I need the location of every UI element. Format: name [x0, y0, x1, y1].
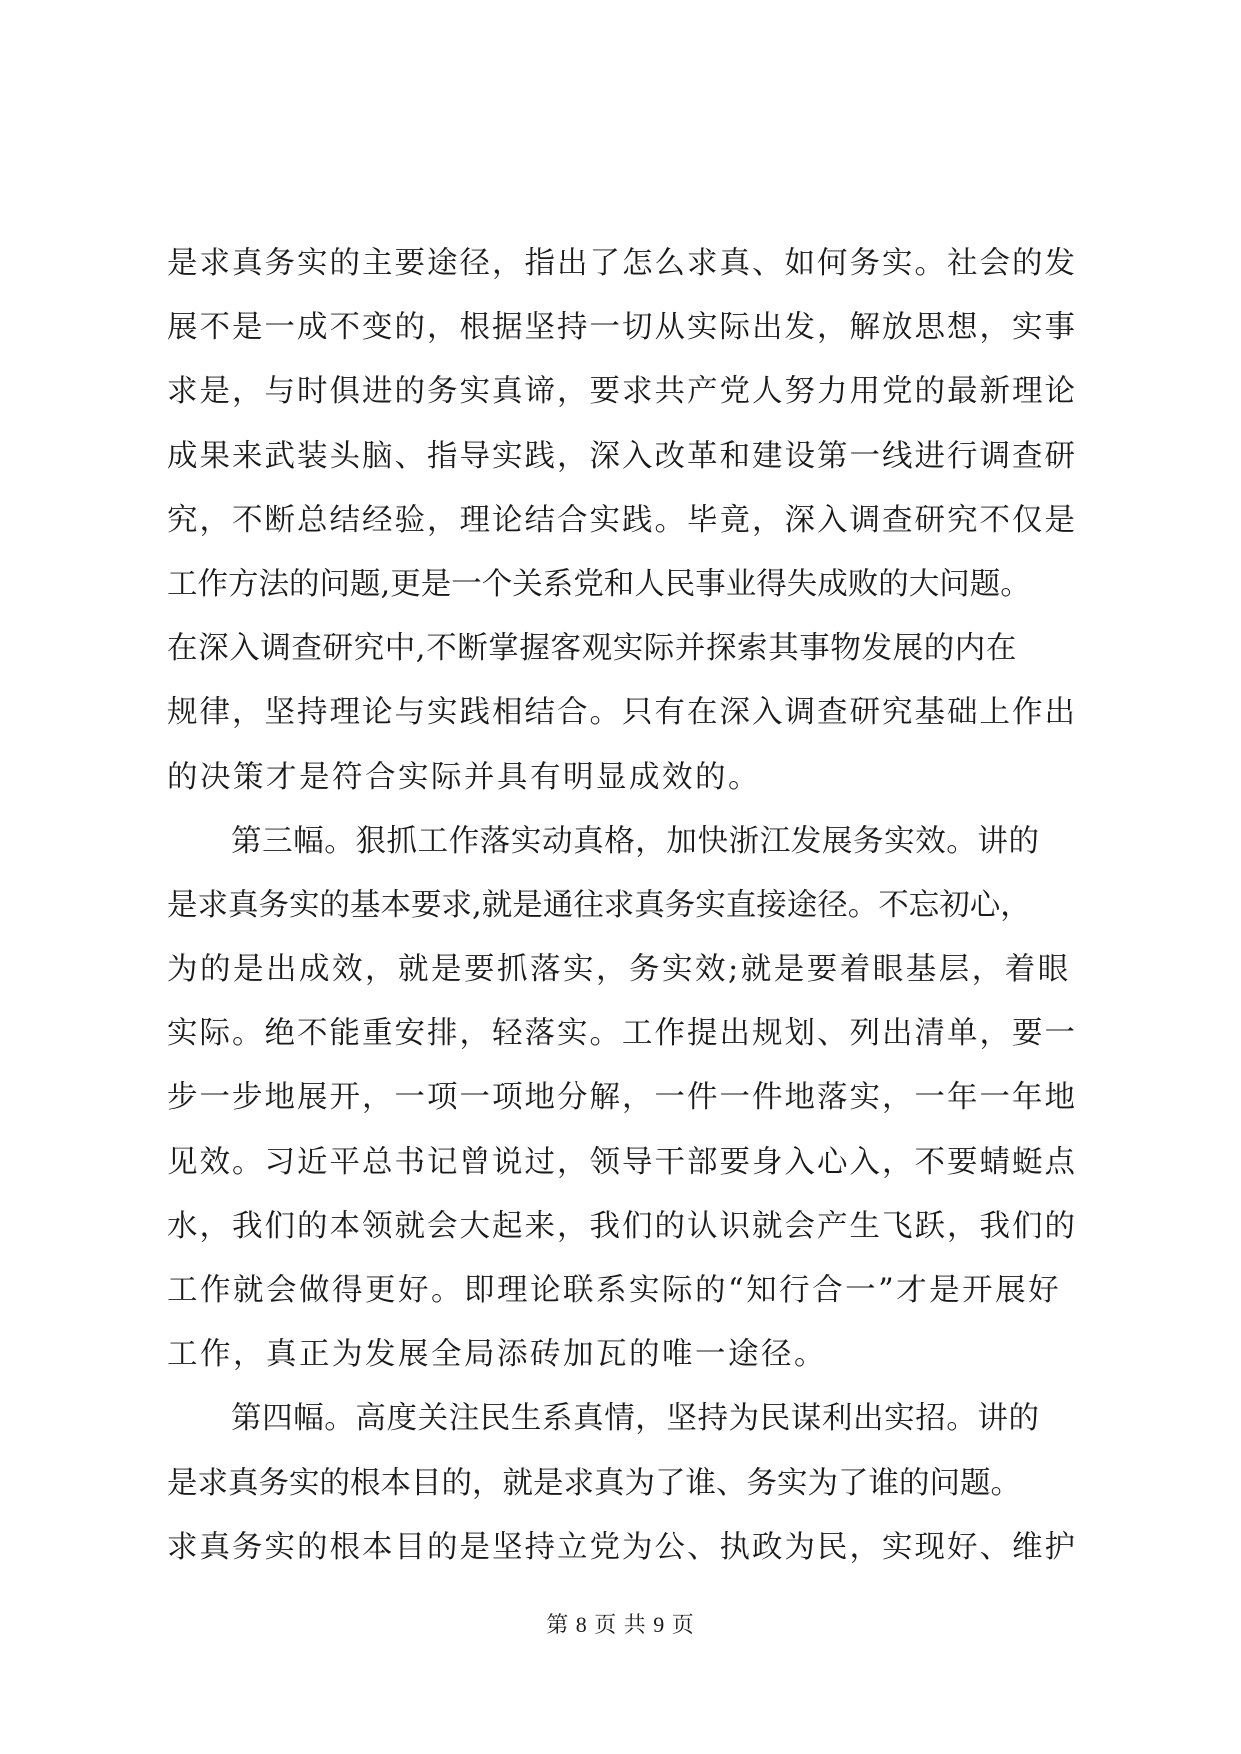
- paragraph-heading-third: 第三幅。狠抓工作落实动真格，加快浙江发展务实效。讲的: [231, 823, 1040, 859]
- text-line: 水，我们的本领就会大起来，我们的认识就会产生飞跃，我们的: [167, 1208, 1077, 1244]
- text-line: 是求真务实的基本要求,就是通往求真务实直接途径。不忘初心，: [167, 887, 1031, 923]
- text-line: 究，不断总结经验，理论结合实践。毕竟，深入调查研究不仅是: [167, 502, 1077, 538]
- text-line: 求真务实的根本目的是坚持立党为公、执政为民，实现好、维护: [167, 1529, 1077, 1565]
- text-line: 是求真务实的根本目的，就是求真为了谁、务实为了谁的问题。: [167, 1465, 1021, 1501]
- text-line: 成果来武装头脑、指导实践，深入改革和建设第一线进行调查研: [167, 438, 1077, 474]
- text-line: 是求真务实的主要途径，指出了怎么求真、如何务实。社会的发: [167, 246, 1077, 281]
- paragraph-heading-fourth: 第四幅。高度关注民生系真情，坚持为民谋利出实招。讲的: [231, 1401, 1040, 1437]
- text-line: 工作，真正为发展全局添砖加瓦的唯一途径。: [167, 1337, 827, 1373]
- text-line: 规律，坚持理论与实践相结合。只有在深入调查研究基础上作出: [167, 695, 1077, 731]
- text-line: 见效。习近平总书记曾说过，领导干部要身入心入，不要蜻蜓点: [167, 1144, 1077, 1180]
- text-line: 在深入调查研究中,不断掌握客观实际并探索其事物发展的内在: [167, 631, 1017, 667]
- text-line: 工作方法的问题,更是一个关系党和人民事业得失成败的大问题。: [167, 566, 1031, 602]
- text-line: 求是，与时俱进的务实真谛，要求共产党人努力用党的最新理论: [167, 374, 1077, 410]
- text-line: 步一步地展开，一项一项地分解，一件一件地落实，一年一年地: [167, 1080, 1077, 1116]
- text-line: 实际。绝不能重安排，轻落实。工作提出规划、列出清单，要一: [167, 1016, 1077, 1052]
- text-line: 的决策才是符合实际并具有明显成效的。: [167, 759, 761, 795]
- text-line: 展不是一成不变的，根据坚持一切从实际出发，解放思想，实事: [167, 310, 1077, 346]
- text-line: 工作就会做得更好。即理论联系实际的“知行合一”才是开展好: [167, 1273, 1062, 1308]
- page-number-footer: 第 8 页 共 9 页: [546, 1612, 695, 1637]
- text-line: 为的是出成效，就是要抓落实，务实效;就是要着眼基层，着眼: [167, 952, 1071, 988]
- body-text: [167, 232, 1082, 1580]
